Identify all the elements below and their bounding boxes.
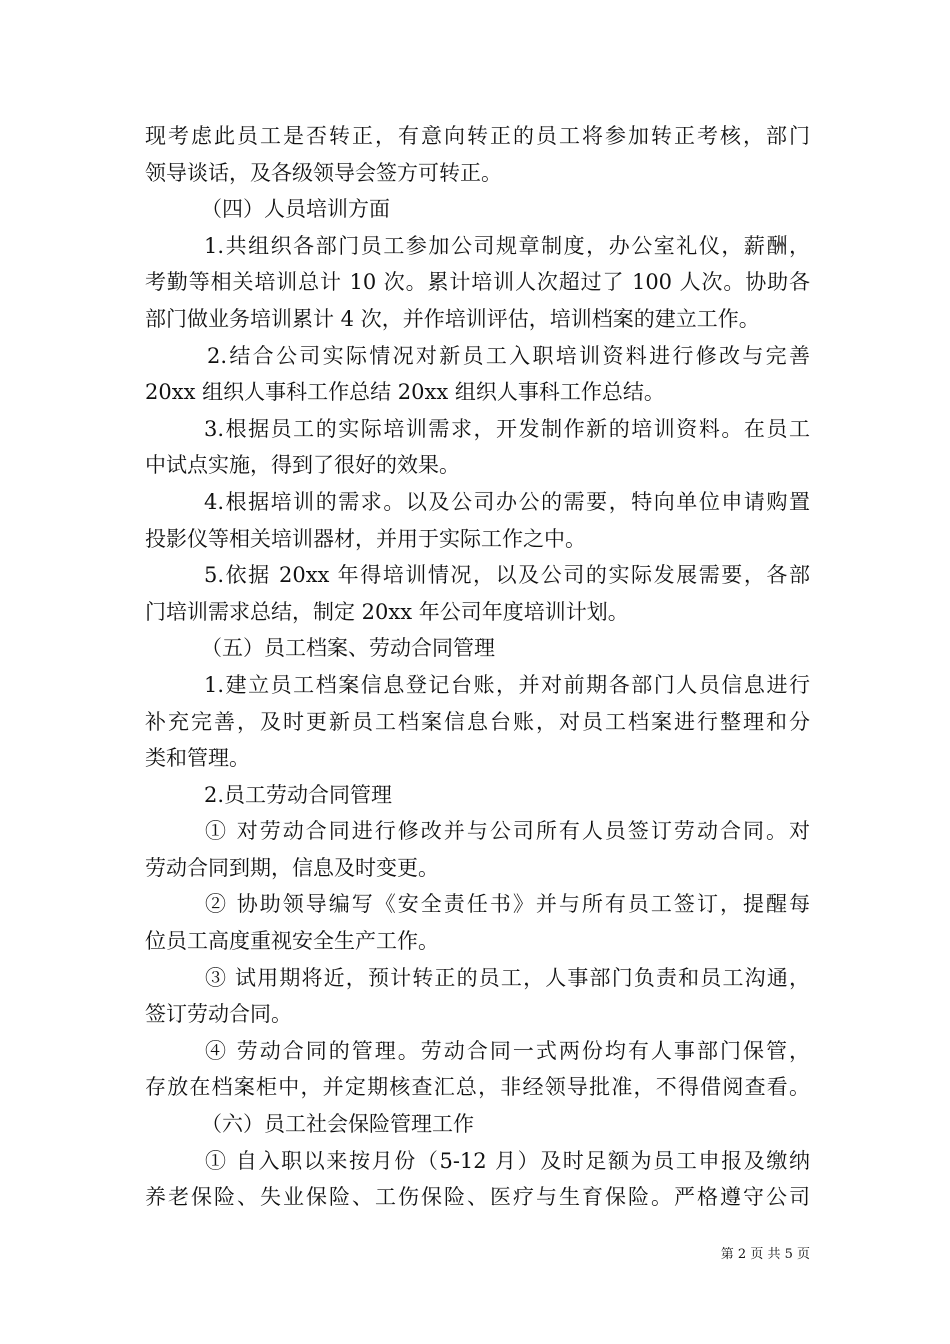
- text-line: 位员工高度重视安全生产工作。: [145, 929, 439, 954]
- text-line: 补充完善，及时更新员工档案信息台账，对员工档案进行整理和分: [145, 709, 810, 734]
- text-line: 现考虑此员工是否转正，有意向转正的员工将参加转正考核，部门: [145, 124, 810, 148]
- text-line: 部门做业务培训累计 4 次，并作培训评估，培训档案的建立工作。: [145, 306, 760, 331]
- text-line: ① 对劳动合同进行修改并与公司所有人员签订劳动合同。对: [205, 819, 810, 844]
- text-line: 考勤等相关培训总计 10 次。累计培训人次超过了 100 人次。协助各: [145, 270, 810, 295]
- document-body: [145, 118, 810, 1216]
- text-line: 4.根据培训的需求。以及公司办公的需要，特向单位申请购置: [204, 489, 810, 514]
- text-line: （五）员工档案、劳动合同管理: [201, 636, 495, 661]
- text-line: ② 协助领导编写《安全责任书》并与所有员工签订，提醒每: [205, 892, 810, 917]
- text-line: ① 自入职以来按月份（5-12 月）及时足额为员工申报及缴纳: [205, 1148, 810, 1173]
- text-line: 存放在档案柜中，并定期核查汇总，非经领导批准，不得借阅查看。: [145, 1075, 810, 1100]
- text-line: ③ 试用期将近，预计转正的员工，人事部门负责和员工沟通，: [205, 965, 810, 990]
- text-line: 20xx 组织人事科工作总结 20xx 组织人事科工作总结。: [145, 380, 665, 405]
- text-line: 2.员工劳动合同管理: [204, 782, 393, 807]
- text-line: 劳动合同到期，信息及时变更。: [145, 855, 439, 880]
- text-line: 1.共组织各部门员工参加公司规章制度，办公室礼仪，薪酬，: [204, 233, 810, 258]
- text-line: 养老保险、失业保险、工伤保险、医疗与生育保险。严格遵守公司: [145, 1185, 810, 1210]
- text-line: ④ 劳动合同的管理。劳动合同一式两份均有人事部门保管，: [205, 1038, 810, 1063]
- text-line: 1.建立员工档案信息登记台账，并对前期各部门人员信息进行: [204, 672, 810, 697]
- text-line: 领导谈话，及各级领导会签方可转正。: [145, 160, 502, 185]
- text-line: 5.依据 20xx 年得培训情况，以及公司的实际发展需要，各部: [204, 563, 810, 588]
- text-line: 2.结合公司实际情况对新员工入职培训资料进行修改与完善: [207, 343, 810, 368]
- text-line: 签订劳动合同。: [145, 1002, 292, 1027]
- text-line: 3.根据员工的实际培训需求，开发制作新的培训资料。在员工: [204, 416, 810, 441]
- text-line: （四）人员培训方面: [201, 197, 390, 222]
- text-line: 中试点实施，得到了很好的效果。: [145, 453, 460, 478]
- text-line: 类和管理。: [145, 746, 250, 771]
- text-line: 投影仪等相关培训器材，并用于实际工作之中。: [145, 526, 586, 551]
- text-line: 门培训需求总结，制定 20xx 年公司年度培训计划。: [145, 599, 629, 624]
- text-line: （六）员工社会保险管理工作: [201, 1112, 474, 1137]
- page-footer: 第 2 页 共 5 页: [720, 1247, 810, 1262]
